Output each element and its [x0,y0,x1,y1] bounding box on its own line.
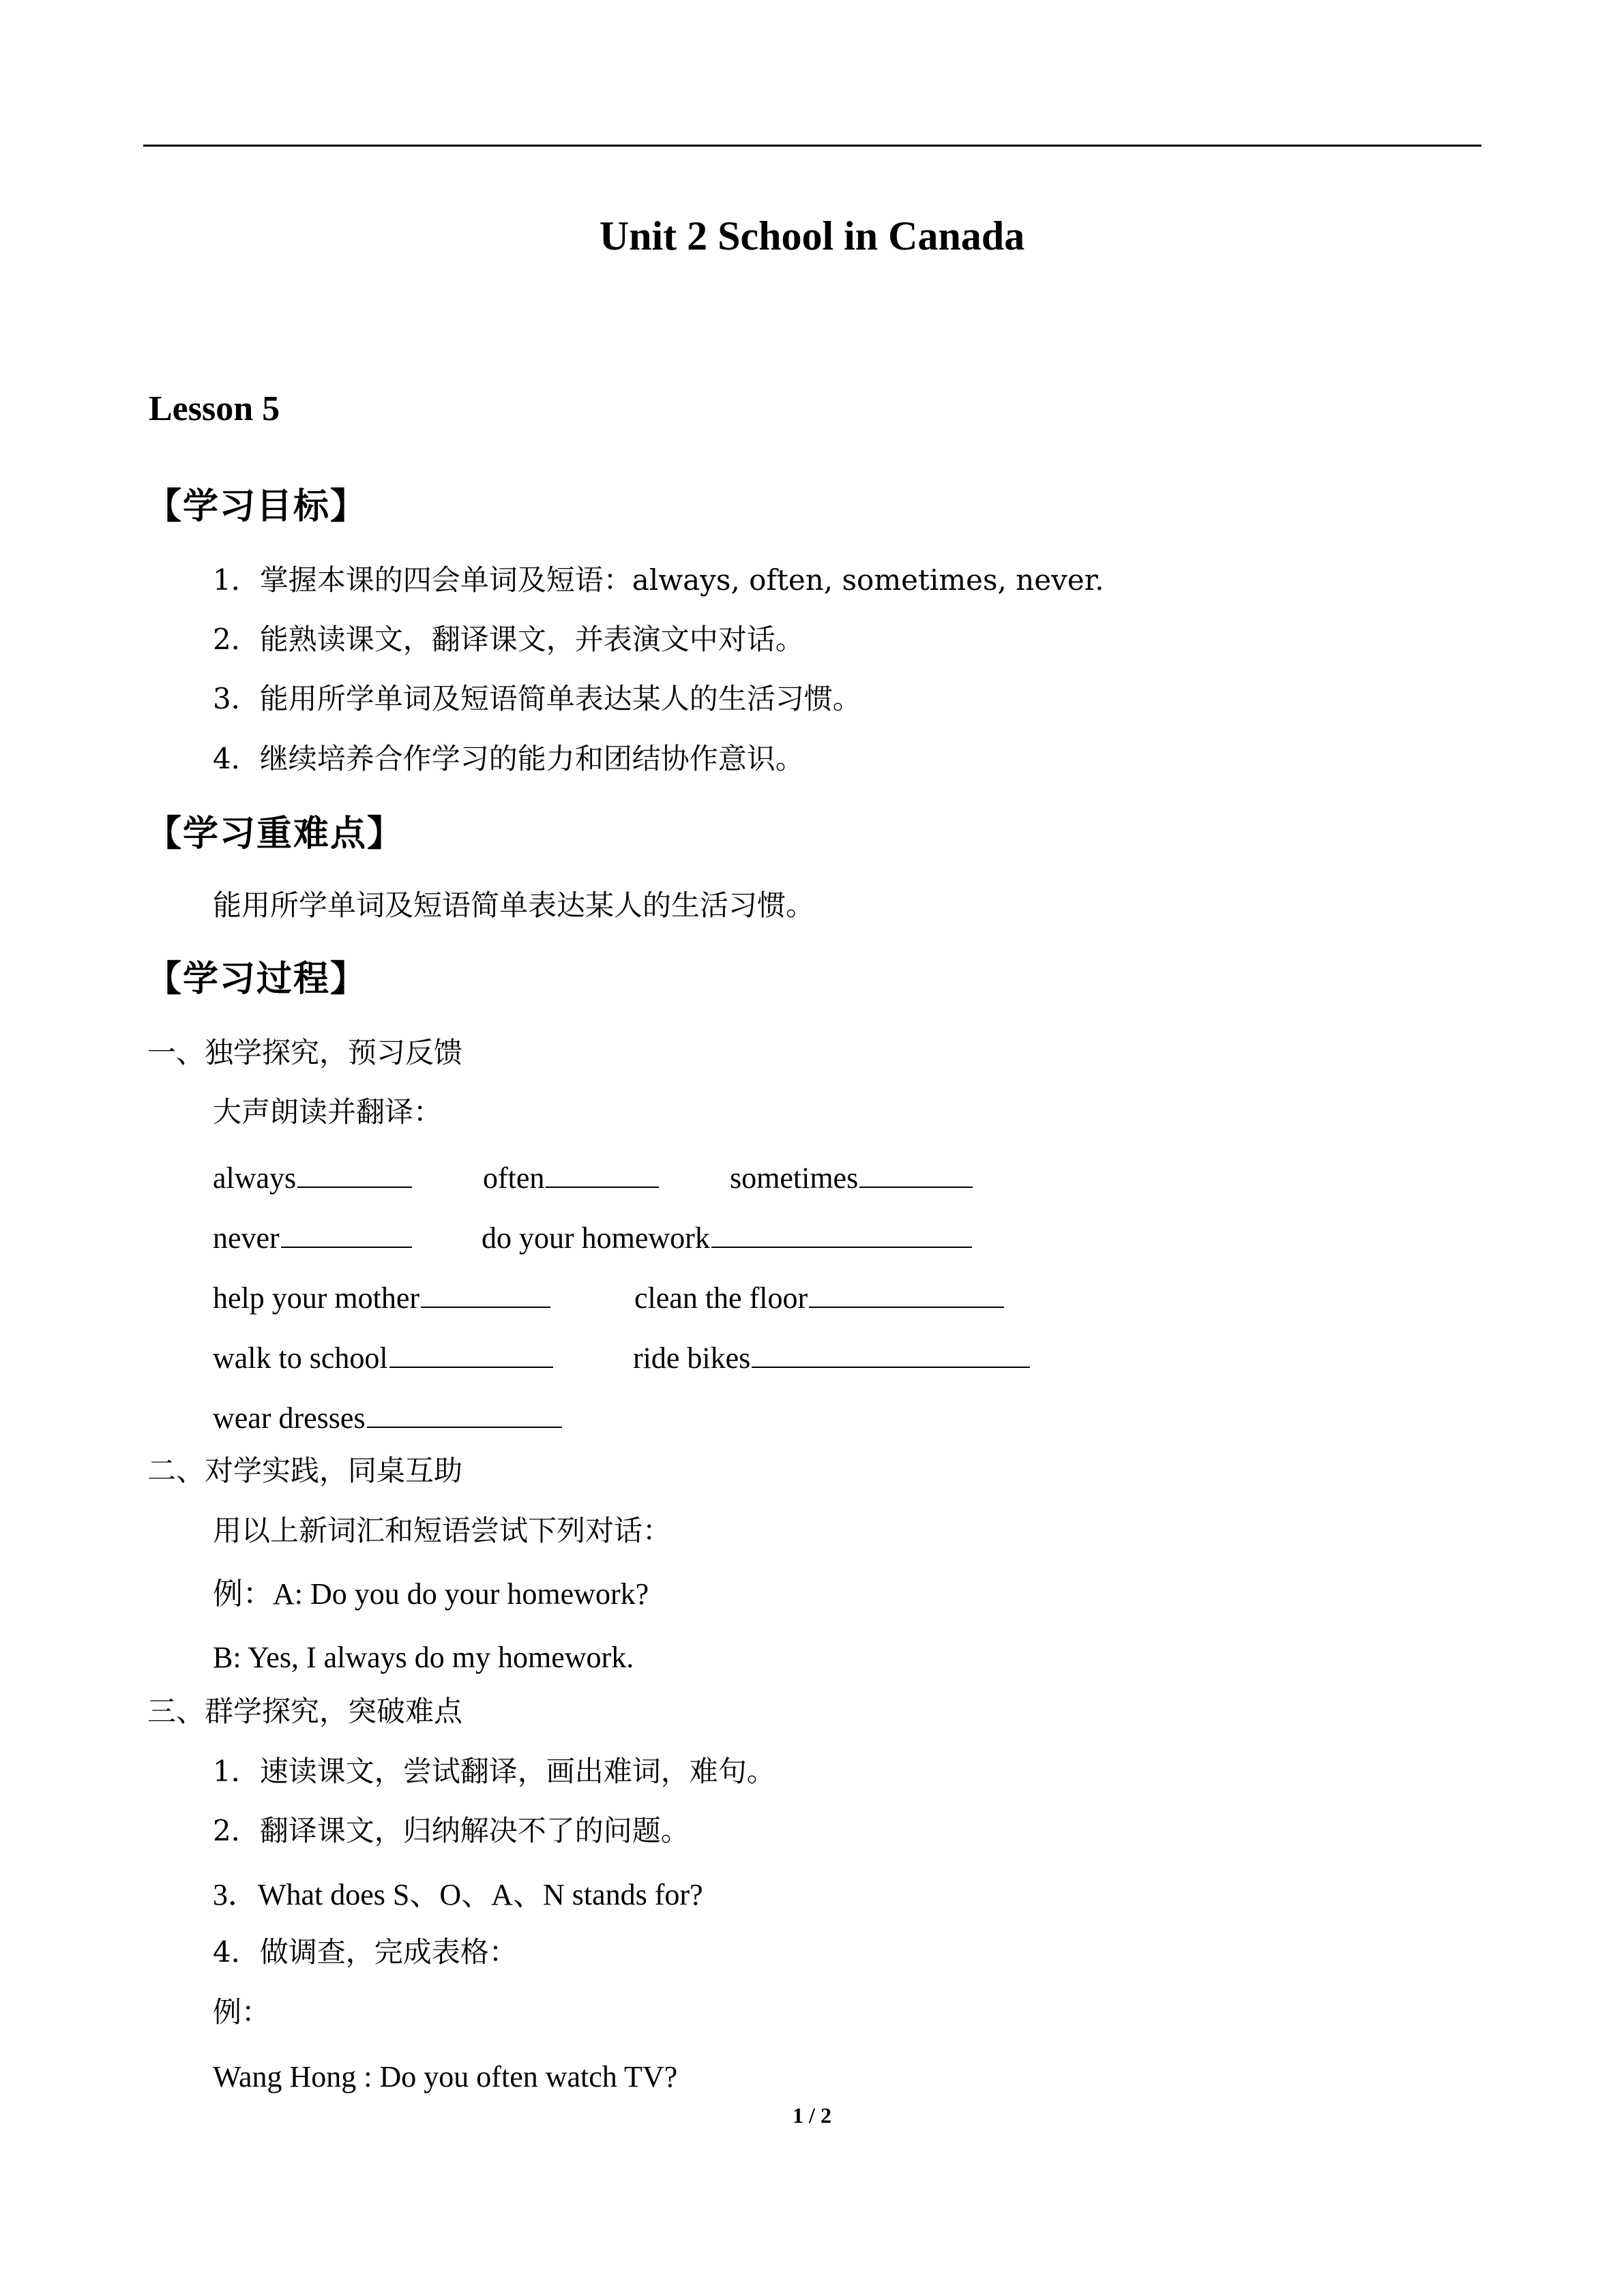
vocab-item: often [483,1159,659,1197]
answer-blank[interactable] [297,1159,412,1188]
part1-instruction: 大声朗读并翻译： [213,1095,443,1129]
vocab-item: wear dresses [213,1399,562,1437]
key-points-heading: 【学习重难点】 [146,814,404,854]
part1-title: 一、独学探究，预习反馈 [147,1036,463,1069]
objective-item: 4．继续培养合作学习的能力和团结协作意识。 [213,742,804,775]
vocab-item: clean the floor [634,1279,1004,1317]
objective-item: 2．能熟读课文，翻译课文，并表演文中对话。 [213,623,804,656]
answer-blank[interactable] [711,1219,972,1248]
part3-item: 4．做调查，完成表格： [213,1935,518,1969]
lesson-heading: Lesson 5 [149,389,280,428]
vocab-item: do your homework [482,1219,972,1257]
key-points-text: 能用所学单词及短语简单表达某人的生活习惯。 [213,889,815,922]
answer-blank[interactable] [752,1339,1030,1368]
answer-blank[interactable] [809,1279,1004,1308]
part3-example-label: 例： [213,1995,271,2029]
answer-blank[interactable] [859,1159,973,1188]
answer-blank[interactable] [367,1399,562,1428]
vocab-item: ride bikes [633,1339,1030,1377]
objective-item: 1．掌握本课的四会单词及短语：always, often, sometimes, never. [213,563,1104,597]
answer-blank[interactable] [281,1219,412,1248]
answer-blank[interactable] [421,1279,550,1308]
part3-item: 3．What does S、O、A、N stands for? [213,1878,703,1911]
answer-blank[interactable] [546,1159,659,1188]
objectives-heading: 【学习目标】 [146,486,368,527]
part3-item: 2．翻译课文，归纳解决不了的问题。 [213,1814,690,1847]
objective-item: 3．能用所学单词及短语简单表达某人的生活习惯。 [213,682,861,715]
vocab-item: help your mother [213,1279,550,1317]
header-rule [143,145,1481,147]
part2-instruction: 用以上新词汇和短语尝试下列对话： [213,1514,672,1547]
answer-blank[interactable] [389,1339,553,1368]
part3-example-line: Wang Hong : Do you often watch TV? [213,2060,678,2093]
page-title: Unit 2 School in Canada [599,213,1025,258]
page-number: 1 / 2 [793,2103,831,2128]
vocab-item: always [213,1159,412,1197]
process-heading: 【学习过程】 [146,959,368,1000]
example-line-b: B: Yes, I always do my homework. [213,1641,634,1674]
vocab-item: walk to school [213,1339,553,1377]
part3-title: 三、群学探究，突破难点 [147,1695,463,1728]
example-line-a: 例：A: Do you do your homework? [213,1577,649,1611]
vocab-item: sometimes [730,1159,973,1197]
vocab-item: never [213,1219,412,1257]
part2-title: 二、对学实践，同桌互助 [147,1454,463,1487]
part3-item: 1．速读课文，尝试翻译，画出难词，难句。 [213,1755,776,1788]
